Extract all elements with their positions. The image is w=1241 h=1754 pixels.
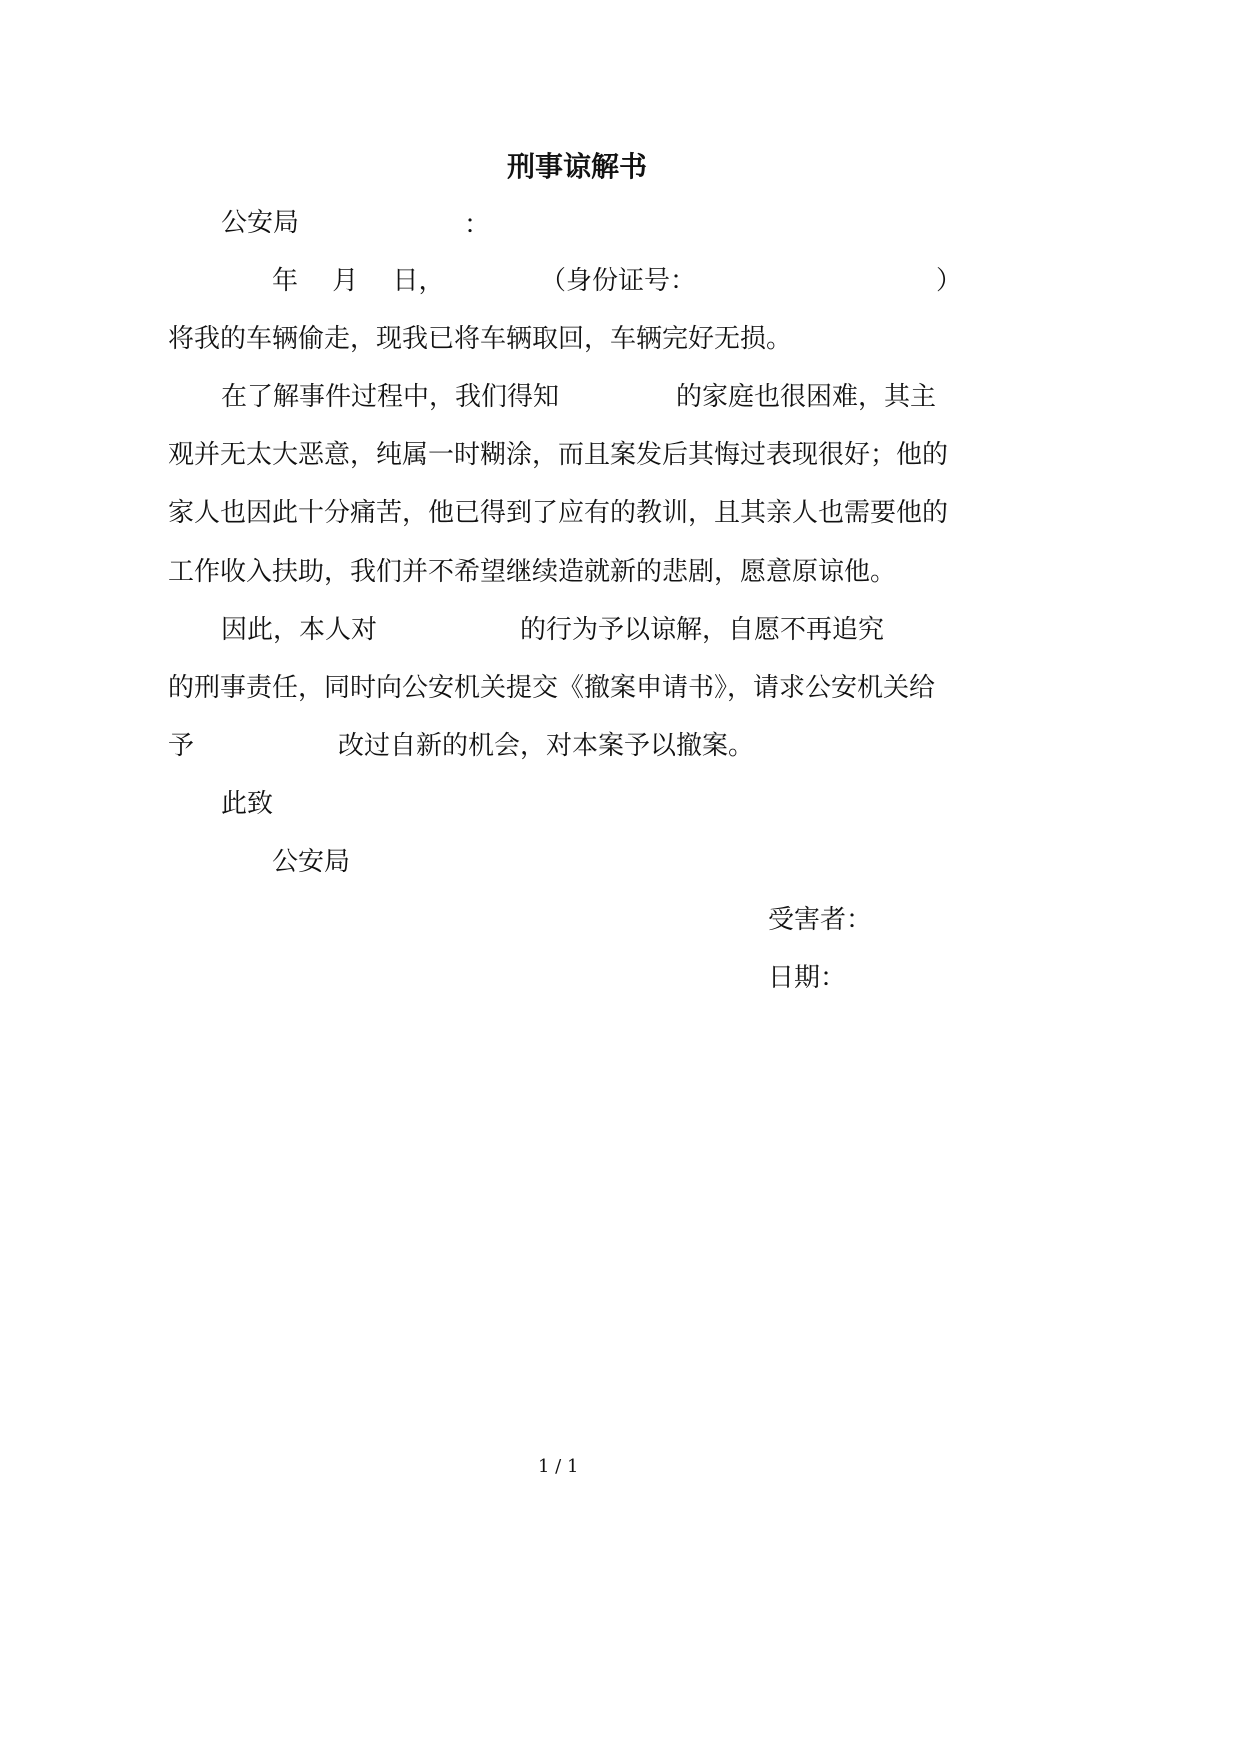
- salutation-org: 公安局: [221, 208, 300, 238]
- page-number: 1 / 1: [538, 1456, 579, 1477]
- para2-line4: 工作收入扶助，我们并不希望继续造就新的悲剧，愿意原谅他。: [168, 557, 897, 587]
- salutation-colon: ：: [464, 210, 491, 240]
- date-label: 日期：: [768, 963, 847, 993]
- closing-recipient: 公安局: [272, 847, 351, 877]
- para1-line2: 将我的车辆偷走，现我已将车辆取回，车辆完好无损。: [168, 324, 793, 354]
- document-title: 刑事谅解书: [507, 150, 648, 183]
- para3-line3-a: 予: [168, 731, 195, 761]
- para3-line2: 的刑事责任，同时向公安机关提交《撤案申请书》，请求公安机关给: [168, 673, 936, 703]
- para2-line1-b: 的家庭也很困难，其主: [676, 382, 937, 412]
- incident-date-line: 年 月 日，: [272, 266, 445, 296]
- para2-line1-a: 在了解事件过程中，我们得知: [221, 382, 560, 412]
- closing-phrase: 此致: [221, 789, 274, 819]
- para3-line1-b: 的行为予以谅解，自愿不再追究: [520, 615, 885, 645]
- para2-line2: 观并无太大恶意，纯属一时糊涂，而且案发后其悔过表现很好；他的: [168, 440, 949, 470]
- id-number-open: （身份证号：: [540, 266, 697, 296]
- para2-line3: 家人也因此十分痛苦，他已得到了应有的教训，且其亲人也需要他的: [168, 498, 949, 528]
- para3-line1-a: 因此，本人对: [221, 615, 378, 645]
- id-number-close: ）: [936, 266, 963, 296]
- victim-label: 受害者：: [768, 905, 873, 935]
- para3-line3-b: 改过自新的机会，对本案予以撤案。: [338, 731, 755, 761]
